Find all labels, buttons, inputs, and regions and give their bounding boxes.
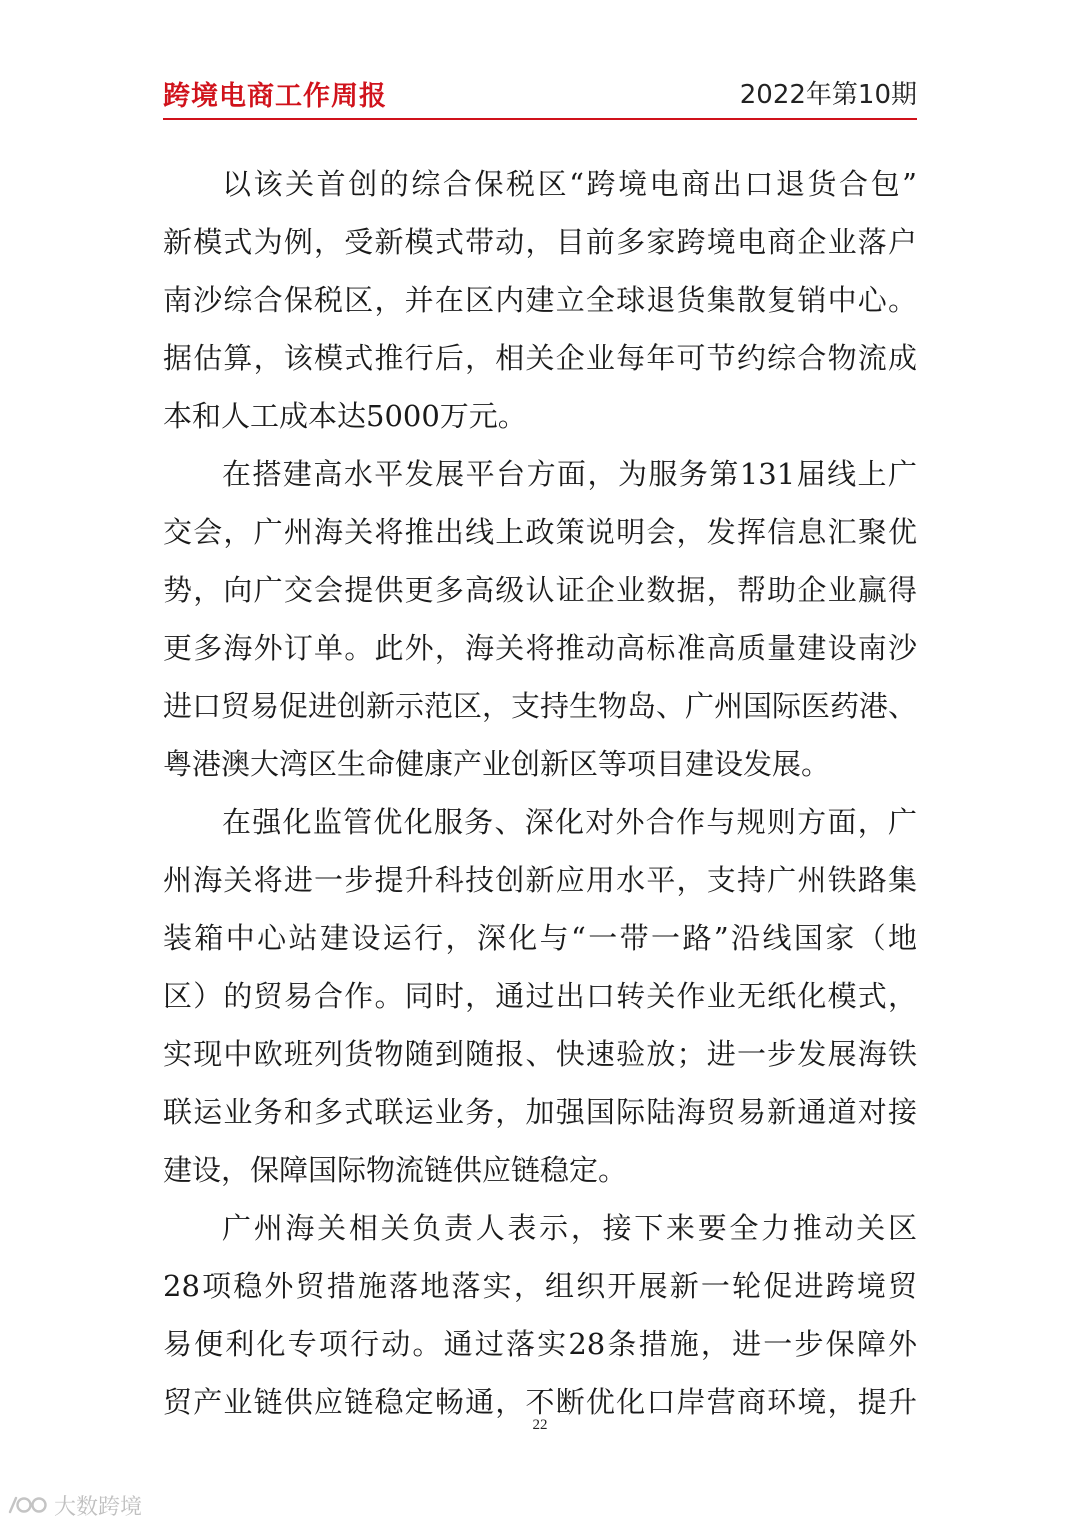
text-line: 联运业务和多式联运业务，加强国际陆海贸易新通道对接 bbox=[163, 1095, 917, 1129]
text-line: 区）的贸易合作。同时，通过出口转关作业无纸化模式， bbox=[163, 979, 917, 1013]
paragraph-3 bbox=[163, 793, 917, 1199]
text-line: 贸产业链供应链稳定畅通，不断优化口岸营商环境，提升 bbox=[163, 1385, 917, 1419]
page-header bbox=[163, 74, 917, 114]
text-line: 装箱中心站建设运行，深化与“一带一路”沿线国家（地 bbox=[163, 921, 917, 955]
text-line: 广州海关相关负责人表示，接下来要全力推动关区 bbox=[222, 1211, 917, 1245]
text-line: 南沙综合保税区，并在区内建立全球退货集散复销中心。 bbox=[163, 283, 917, 317]
issue-number: 2022年第10期 bbox=[739, 80, 917, 110]
brand-logo-icon bbox=[6, 1492, 50, 1518]
text-line: 新模式为例，受新模式带动，目前多家跨境电商企业落户 bbox=[163, 225, 917, 259]
text-line: 本和人工成本达5000万元。 bbox=[163, 399, 527, 433]
watermark bbox=[6, 1490, 142, 1520]
text-line: 据估算，该模式推行后，相关企业每年可节约综合物流成 bbox=[163, 341, 917, 375]
watermark-text: 大数跨境 bbox=[54, 1494, 143, 1520]
text-line: 28项稳外贸措施落地落实，组织开展新一轮促进跨境贸 bbox=[163, 1269, 917, 1303]
text-line: 粤港澳大湾区生命健康产业创新区等项目建设发展。 bbox=[163, 747, 831, 781]
article-body bbox=[163, 155, 917, 1431]
text-line: 进口贸易促进创新示范区，支持生物岛、广州国际医药港、 bbox=[163, 689, 917, 723]
text-line: 在搭建高水平发展平台方面，为服务第131届线上广 bbox=[222, 457, 917, 491]
newsletter-title: 跨境电商工作周报 bbox=[163, 81, 387, 112]
text-line: 以该关首创的综合保税区“跨境电商出口退货合包” bbox=[222, 167, 917, 201]
text-line: 易便利化专项行动。通过落实28条措施，进一步保障外 bbox=[163, 1327, 917, 1361]
text-line: 交会，广州海关将推出线上政策说明会，发挥信息汇聚优 bbox=[163, 515, 917, 549]
text-line: 势，向广交会提供更多高级认证企业数据，帮助企业赢得 bbox=[163, 573, 917, 607]
text-line: 建设，保障国际物流链供应链稳定。 bbox=[163, 1153, 628, 1187]
text-line: 在强化监管优化服务、深化对外合作与规则方面，广 bbox=[222, 805, 917, 839]
text-line: 实现中欧班列货物随到随报、快速验放；进一步发展海铁 bbox=[163, 1037, 917, 1071]
paragraph-2 bbox=[163, 445, 917, 793]
text-line: 更多海外订单。此外，海关将推动高标准高质量建设南沙 bbox=[163, 631, 917, 665]
header-divider bbox=[163, 118, 917, 120]
paragraph-4 bbox=[163, 1199, 917, 1431]
page-number: 22 bbox=[532, 1417, 548, 1433]
paragraph-1 bbox=[163, 155, 917, 445]
text-line: 州海关将进一步提升科技创新应用水平，支持广州铁路集 bbox=[163, 863, 917, 897]
